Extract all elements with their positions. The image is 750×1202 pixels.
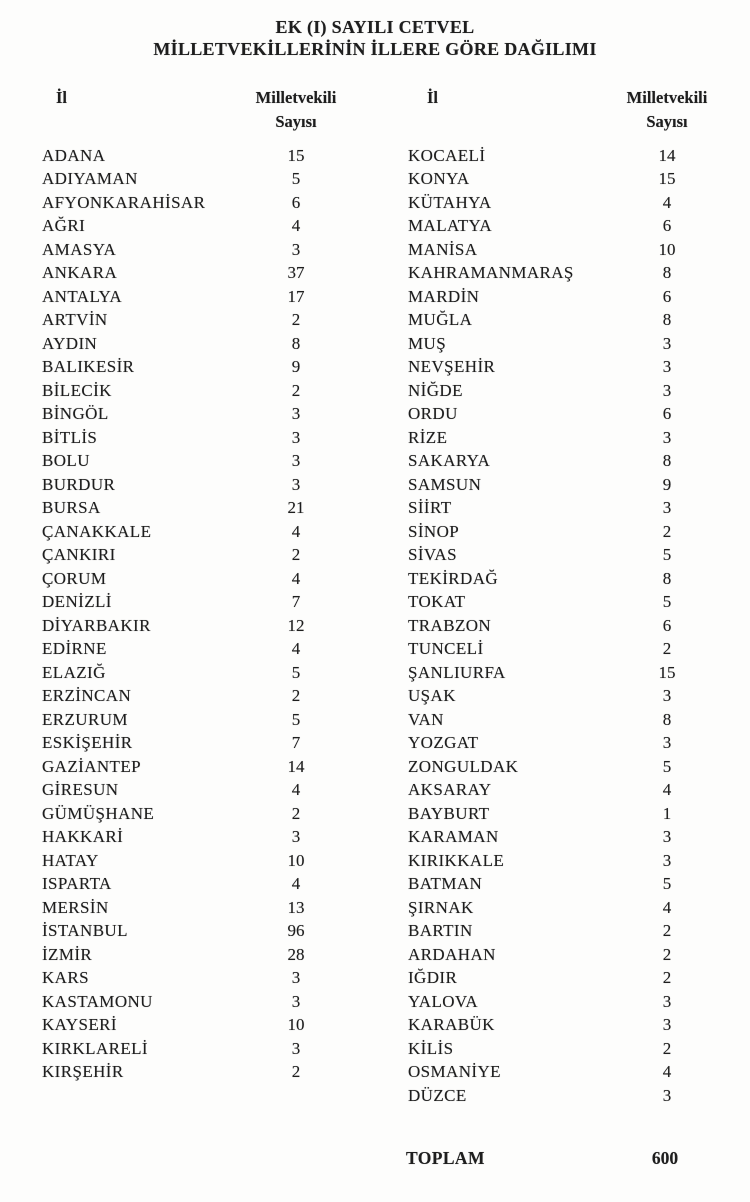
mp-count: 2 <box>662 521 672 541</box>
header-count-left-line2: Sayısı <box>275 112 317 131</box>
table-row <box>0 614 375 638</box>
title-line-1: EK (I) SAYILI CETVEL <box>275 17 475 37</box>
province-name: KARS <box>42 968 89 988</box>
province-name: TRABZON <box>408 615 492 635</box>
mp-count: 14 <box>287 756 305 776</box>
province-name: MUŞ <box>408 333 447 353</box>
province-name: KASTAMONU <box>42 991 153 1011</box>
header-count-right-line1: Milletvekili <box>626 88 708 107</box>
province-name: SİNOP <box>408 521 460 541</box>
mp-count: 15 <box>658 169 676 189</box>
province-name: BURSA <box>42 498 101 518</box>
province-name: NİĞDE <box>408 380 463 400</box>
mp-count: 5 <box>291 709 301 729</box>
province-name: BİNGÖL <box>42 404 109 424</box>
table-row <box>375 802 750 826</box>
province-name: BİTLİS <box>42 427 98 447</box>
province-name: ŞANLIURFA <box>408 662 506 682</box>
province-name: DÜZCE <box>408 1085 467 1105</box>
mp-count: 4 <box>291 568 301 588</box>
total-value: 600 <box>651 1147 679 1168</box>
table-row <box>0 849 375 873</box>
mp-count: 2 <box>662 639 672 659</box>
table-row <box>0 567 375 591</box>
table-row <box>375 732 750 756</box>
table-row <box>375 896 750 920</box>
mp-count: 17 <box>287 286 305 306</box>
table-row <box>0 896 375 920</box>
province-name: TUNCELİ <box>408 639 484 659</box>
table-row <box>0 309 375 333</box>
table-row <box>0 591 375 615</box>
mp-count: 3 <box>662 850 672 870</box>
mp-count: 6 <box>662 404 672 424</box>
province-name: KAHRAMANMARAŞ <box>408 263 574 283</box>
table-row <box>375 614 750 638</box>
total-row <box>0 1148 750 1172</box>
province-name: AKSARAY <box>408 780 492 800</box>
mp-count: 15 <box>287 145 305 165</box>
table-row <box>375 638 750 662</box>
mp-count: 2 <box>662 944 672 964</box>
table-row <box>375 826 750 850</box>
province-name: ERZURUM <box>42 709 128 729</box>
province-name: DİYARBAKIR <box>42 615 151 635</box>
table-row <box>0 685 375 709</box>
table-row <box>375 403 750 427</box>
table-row <box>375 450 750 474</box>
table-row <box>375 426 750 450</box>
province-name: SİİRT <box>408 498 452 518</box>
left-column <box>0 144 375 1084</box>
province-name: RİZE <box>408 427 448 447</box>
province-name: BURDUR <box>42 474 116 494</box>
table-row <box>375 144 750 168</box>
mp-count: 3 <box>662 1015 672 1035</box>
mp-count: 5 <box>662 756 672 776</box>
header-count-left-line1: Milletvekili <box>255 88 337 107</box>
table-row <box>375 520 750 544</box>
province-name: ISPARTA <box>42 874 112 894</box>
table-row <box>375 168 750 192</box>
mp-count: 3 <box>662 733 672 753</box>
province-name: DENİZLİ <box>42 592 112 612</box>
mp-count: 5 <box>291 662 301 682</box>
table-row <box>0 943 375 967</box>
province-name: TEKİRDAĞ <box>408 568 499 588</box>
table-row <box>0 1037 375 1061</box>
mp-count: 2 <box>291 1062 301 1082</box>
province-name: TOKAT <box>408 592 466 612</box>
province-name: SİVAS <box>408 545 457 565</box>
province-name: MUĞLA <box>408 310 473 330</box>
table-row <box>0 638 375 662</box>
mp-count: 4 <box>662 1062 672 1082</box>
table-row <box>0 191 375 215</box>
table-row <box>0 802 375 826</box>
mp-count: 8 <box>662 310 672 330</box>
province-name: SAKARYA <box>408 451 491 471</box>
table-row <box>0 779 375 803</box>
province-name: BARTIN <box>408 921 473 941</box>
mp-count: 8 <box>662 451 672 471</box>
header-count-left <box>241 86 351 134</box>
mp-count: 4 <box>291 216 301 236</box>
province-name: KİLİS <box>408 1038 454 1058</box>
table-row <box>375 920 750 944</box>
mp-count: 2 <box>291 310 301 330</box>
province-name: KARAMAN <box>408 827 499 847</box>
mp-count: 21 <box>287 498 305 518</box>
table-row <box>375 544 750 568</box>
province-name: ERZİNCAN <box>42 686 132 706</box>
province-name: BATMAN <box>408 874 483 894</box>
table-row <box>375 567 750 591</box>
table-row <box>0 1014 375 1038</box>
mp-count: 5 <box>662 874 672 894</box>
header-count-right <box>612 86 722 134</box>
mp-count: 5 <box>662 545 672 565</box>
mp-count: 3 <box>291 404 301 424</box>
mp-count: 3 <box>291 451 301 471</box>
mp-count: 8 <box>662 709 672 729</box>
header-group-right <box>375 86 750 134</box>
mp-count: 10 <box>658 239 676 259</box>
province-name: GİRESUN <box>42 780 119 800</box>
table-row <box>0 920 375 944</box>
document-title <box>0 0 750 60</box>
column-headers <box>0 86 750 134</box>
mp-count: 3 <box>662 991 672 1011</box>
table-row <box>375 285 750 309</box>
mp-count: 5 <box>662 592 672 612</box>
header-count-right-line2: Sayısı <box>646 112 688 131</box>
province-name: ESKİŞEHİR <box>42 733 133 753</box>
table-row <box>375 215 750 239</box>
table-row <box>375 990 750 1014</box>
province-name: AMASYA <box>42 239 117 259</box>
mp-count: 9 <box>662 474 672 494</box>
table-row <box>0 356 375 380</box>
province-name: ÇANAKKALE <box>42 521 152 541</box>
mp-count: 4 <box>291 780 301 800</box>
mp-count: 15 <box>658 662 676 682</box>
mp-count: 4 <box>291 521 301 541</box>
mp-count: 6 <box>662 216 672 236</box>
table-row <box>375 332 750 356</box>
table-row <box>0 1061 375 1085</box>
mp-count: 3 <box>662 686 672 706</box>
table-row <box>0 473 375 497</box>
province-name: KIRIKKALE <box>408 850 505 870</box>
province-name: KAYSERİ <box>42 1015 117 1035</box>
mp-count: 6 <box>662 286 672 306</box>
mp-count: 9 <box>291 357 301 377</box>
province-name: ORDU <box>408 404 458 424</box>
table-row <box>0 732 375 756</box>
table-row <box>375 262 750 286</box>
province-name: KIRKLARELİ <box>42 1038 148 1058</box>
province-name: GAZİANTEP <box>42 756 141 776</box>
province-name: BOLU <box>42 451 90 471</box>
mp-count: 3 <box>291 991 301 1011</box>
mp-count: 3 <box>291 968 301 988</box>
province-name: ADIYAMAN <box>42 169 138 189</box>
mp-count: 12 <box>287 615 305 635</box>
table-body <box>0 144 750 1108</box>
table-row <box>0 450 375 474</box>
mp-count: 2 <box>662 921 672 941</box>
mp-count: 3 <box>662 427 672 447</box>
province-name: BİLECİK <box>42 380 112 400</box>
table-row <box>0 873 375 897</box>
mp-count: 3 <box>291 427 301 447</box>
mp-count: 5 <box>291 169 301 189</box>
province-name: SAMSUN <box>408 474 482 494</box>
province-name: EDİRNE <box>42 639 107 659</box>
table-row <box>0 755 375 779</box>
mp-count: 7 <box>291 733 301 753</box>
table-row <box>375 661 750 685</box>
mp-count: 14 <box>658 145 676 165</box>
mp-count: 8 <box>662 263 672 283</box>
mp-count: 6 <box>291 192 301 212</box>
province-name: BALIKESİR <box>42 357 135 377</box>
mp-count: 4 <box>291 639 301 659</box>
header-province-right: İl <box>427 88 439 107</box>
province-name: KÜTAHYA <box>408 192 492 212</box>
table-row <box>0 379 375 403</box>
mp-count: 28 <box>287 944 305 964</box>
mp-count: 6 <box>662 615 672 635</box>
mp-count: 4 <box>662 780 672 800</box>
mp-count: 2 <box>662 1038 672 1058</box>
mp-count: 1 <box>662 803 672 823</box>
table-row <box>0 520 375 544</box>
table-row <box>0 426 375 450</box>
mp-count: 3 <box>291 474 301 494</box>
table-row <box>0 168 375 192</box>
table-row <box>375 591 750 615</box>
province-name: İZMİR <box>42 944 93 964</box>
province-name: ANKARA <box>42 263 118 283</box>
province-name: AYDIN <box>42 333 98 353</box>
table-row <box>0 144 375 168</box>
table-row <box>0 215 375 239</box>
province-name: NEVŞEHİR <box>408 357 496 377</box>
mp-count: 96 <box>287 921 305 941</box>
mp-count: 3 <box>662 380 672 400</box>
mp-count: 3 <box>291 827 301 847</box>
table-row <box>0 708 375 732</box>
province-name: KARABÜK <box>408 1015 495 1035</box>
table-row <box>375 379 750 403</box>
right-column <box>375 144 750 1108</box>
province-name: BAYBURT <box>408 803 490 823</box>
mp-count: 2 <box>291 380 301 400</box>
mp-count: 37 <box>287 263 305 283</box>
mp-count: 7 <box>291 592 301 612</box>
province-name: GÜMÜŞHANE <box>42 803 155 823</box>
table-row <box>0 285 375 309</box>
mp-count: 10 <box>287 1015 305 1035</box>
header-group-left <box>0 86 375 134</box>
mp-count: 8 <box>291 333 301 353</box>
mp-count: 4 <box>662 192 672 212</box>
province-name: KIRŞEHİR <box>42 1062 124 1082</box>
table-row <box>0 967 375 991</box>
province-name: UŞAK <box>408 686 456 706</box>
mp-count: 3 <box>662 827 672 847</box>
table-row <box>0 403 375 427</box>
table-row <box>375 967 750 991</box>
province-name: MARDİN <box>408 286 480 306</box>
table-row <box>0 262 375 286</box>
mp-count: 13 <box>287 897 305 917</box>
mp-count: 8 <box>662 568 672 588</box>
province-name: YALOVA <box>408 991 479 1011</box>
table-row <box>375 473 750 497</box>
province-name: ADANA <box>42 145 106 165</box>
province-name: ÇANKIRI <box>42 545 116 565</box>
table-row <box>375 356 750 380</box>
province-name: İSTANBUL <box>42 921 128 941</box>
table-row <box>375 685 750 709</box>
table-row <box>375 1061 750 1085</box>
province-name: KOCAELİ <box>408 145 486 165</box>
mp-count: 3 <box>662 498 672 518</box>
province-name: ŞIRNAK <box>408 897 474 917</box>
table-row <box>375 497 750 521</box>
table-row <box>375 309 750 333</box>
title-line-2: MİLLETVEKİLLERİNİN İLLERE GÖRE DAĞILIMI <box>153 39 597 59</box>
mp-count: 2 <box>662 968 672 988</box>
mp-count: 4 <box>662 897 672 917</box>
table-row <box>375 1037 750 1061</box>
province-name: MERSİN <box>42 897 109 917</box>
province-name: KONYA <box>408 169 470 189</box>
province-name: ELAZIĞ <box>42 662 106 682</box>
table-row <box>0 990 375 1014</box>
total-label: TOPLAM <box>406 1147 485 1168</box>
province-name: YOZGAT <box>408 733 479 753</box>
mp-count: 2 <box>291 803 301 823</box>
province-name: IĞDIR <box>408 968 458 988</box>
table-row <box>0 661 375 685</box>
table-row <box>375 1084 750 1108</box>
table-row <box>375 708 750 732</box>
province-name: ÇORUM <box>42 568 107 588</box>
table-row <box>375 873 750 897</box>
mp-count: 3 <box>291 1038 301 1058</box>
table-row <box>0 497 375 521</box>
mp-count: 3 <box>662 333 672 353</box>
province-name: HAKKARİ <box>42 827 124 847</box>
province-name: ARTVİN <box>42 310 108 330</box>
mp-count: 2 <box>291 686 301 706</box>
province-name: VAN <box>408 709 444 729</box>
mp-count: 4 <box>291 874 301 894</box>
table-row <box>375 191 750 215</box>
mp-count: 3 <box>662 357 672 377</box>
table-row <box>375 755 750 779</box>
table-row <box>375 779 750 803</box>
province-name: ZONGULDAK <box>408 756 519 776</box>
province-name: MANİSA <box>408 239 478 259</box>
province-name: AFYONKARAHİSAR <box>42 192 206 212</box>
province-name: HATAY <box>42 850 99 870</box>
table-row <box>0 826 375 850</box>
province-name: AĞRI <box>42 216 86 236</box>
header-province-left: İl <box>56 88 68 107</box>
table-row <box>375 238 750 262</box>
province-name: ANTALYA <box>42 286 123 306</box>
table-row <box>0 332 375 356</box>
mp-count: 2 <box>291 545 301 565</box>
table-row <box>375 943 750 967</box>
province-name: OSMANİYE <box>408 1062 501 1082</box>
province-name: MALATYA <box>408 216 493 236</box>
mp-count: 10 <box>287 850 305 870</box>
table-row <box>375 849 750 873</box>
province-name: ARDAHAN <box>408 944 496 964</box>
mp-count: 3 <box>662 1085 672 1105</box>
table-row <box>0 238 375 262</box>
table-row <box>375 1014 750 1038</box>
table-row <box>0 544 375 568</box>
mp-count: 3 <box>291 239 301 259</box>
